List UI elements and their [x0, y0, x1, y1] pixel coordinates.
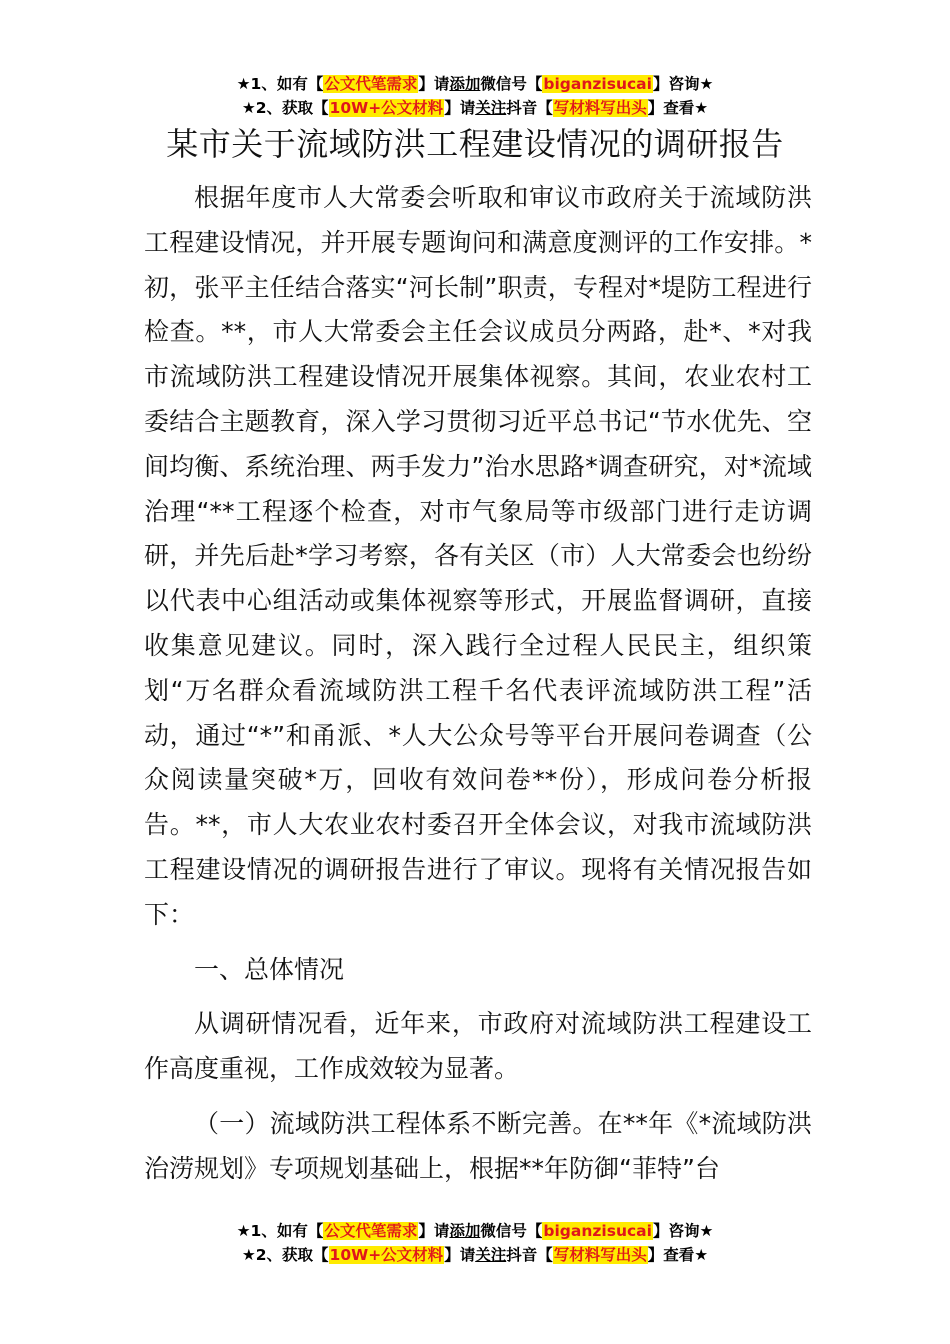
banner-text: 】咨询★ — [652, 1222, 714, 1240]
document-body — [144, 176, 812, 1192]
paragraph-intro: 根据年度市人大常委会听取和审议市政府关于流域防洪工程建设情况，并开展专题询问和满意度测评的工作安排。*初，张平主任结合落实“河长制”职责，专程对*堤防工程进行检查。**，市人大常委会主任会议成员分两路，赴*、*对我市流域防洪工程建设情况开展集体视察。其间，农业农村工委结合主题教育，深入学习贯彻习近平总书记“节水优先、空间均衡、系统治理、两手发力”治水思路*调查研究，对*流域治理“**工程逐个检查，对市气象局等市级部门进行走访调研，并先后赴*学习考察，各有关区（市）人大常委会也纷纷以代表中心组活动或集体视察等形式，开展监督调研，直接收集意见建议。同时，深入践行全过程人民民主，组织策划“万名群众看流域防洪工程千名代表评流域防洪工程”活动，通过“*”和甬派、*人大公众号等平台开展问卷调查（公众阅读量突破*万，回收有效问卷**份），形成问卷分析报告。**，市人大农业农村委召开全体会议，对我市流域防洪工程建设情况的调研报告进行了审议。现将有关情况报告如下： — [144, 183, 812, 929]
footer-banner — [0, 1219, 950, 1267]
highlight-account: 写材料写出头 — [553, 1246, 647, 1264]
banner-text: 】咨询★ — [652, 75, 714, 93]
banner-follow-text: 关注 — [475, 1246, 507, 1264]
banner-text: ★1、如有【 — [236, 75, 324, 93]
highlight-wechat-id: biganzisucai — [543, 75, 652, 93]
banner-text: 】查看★ — [647, 99, 709, 117]
highlight-wechat-id: biganzisucai — [543, 1222, 652, 1240]
banner-text: 抖音【 — [506, 99, 553, 117]
footer-banner-line-1 — [0, 1219, 950, 1243]
highlight-material: 10W+公文材料 — [329, 99, 444, 117]
highlight-service: 公文代笔需求 — [324, 1222, 418, 1240]
header-banner-line-1 — [0, 72, 950, 96]
banner-text: 】请 — [418, 1222, 450, 1240]
banner-add-text: 添加 — [449, 75, 481, 93]
highlight-material: 10W+公文材料 — [329, 1246, 444, 1264]
banner-text: 抖音【 — [506, 1246, 553, 1264]
banner-add-text: 添加 — [449, 1222, 481, 1240]
banner-follow-text: 关注 — [475, 99, 507, 117]
section-heading: 一、总体情况 — [194, 954, 345, 984]
header-banner-line-2 — [0, 96, 950, 120]
banner-text: ★1、如有【 — [236, 1222, 324, 1240]
document-title: 某市关于流域防洪工程建设情况的调研报告 — [166, 125, 784, 163]
banner-text: ★2、获取【 — [241, 1246, 329, 1264]
paragraph-overview: 从调研情况看，近年来，市政府对流域防洪工程建设工作高度重视，工作成效较为显著。 — [144, 1009, 812, 1084]
banner-text: 】请 — [444, 1246, 476, 1264]
banner-text: 微信号【 — [480, 1222, 543, 1240]
banner-text: ★2、获取【 — [241, 99, 329, 117]
highlight-service: 公文代笔需求 — [324, 75, 418, 93]
header-banner — [0, 72, 950, 120]
paragraph-subsection-1: （一）流域防洪工程体系不断完善。在**年《*流域防洪治涝规划》专项规划基础上，根据**年防御“菲特”台 — [144, 1108, 812, 1183]
banner-text: 】请 — [444, 99, 476, 117]
footer-banner-line-2 — [0, 1243, 950, 1267]
banner-text: 】查看★ — [647, 1246, 709, 1264]
banner-text: 】请 — [418, 75, 450, 93]
highlight-account: 写材料写出头 — [553, 99, 647, 117]
banner-text: 微信号【 — [480, 75, 543, 93]
